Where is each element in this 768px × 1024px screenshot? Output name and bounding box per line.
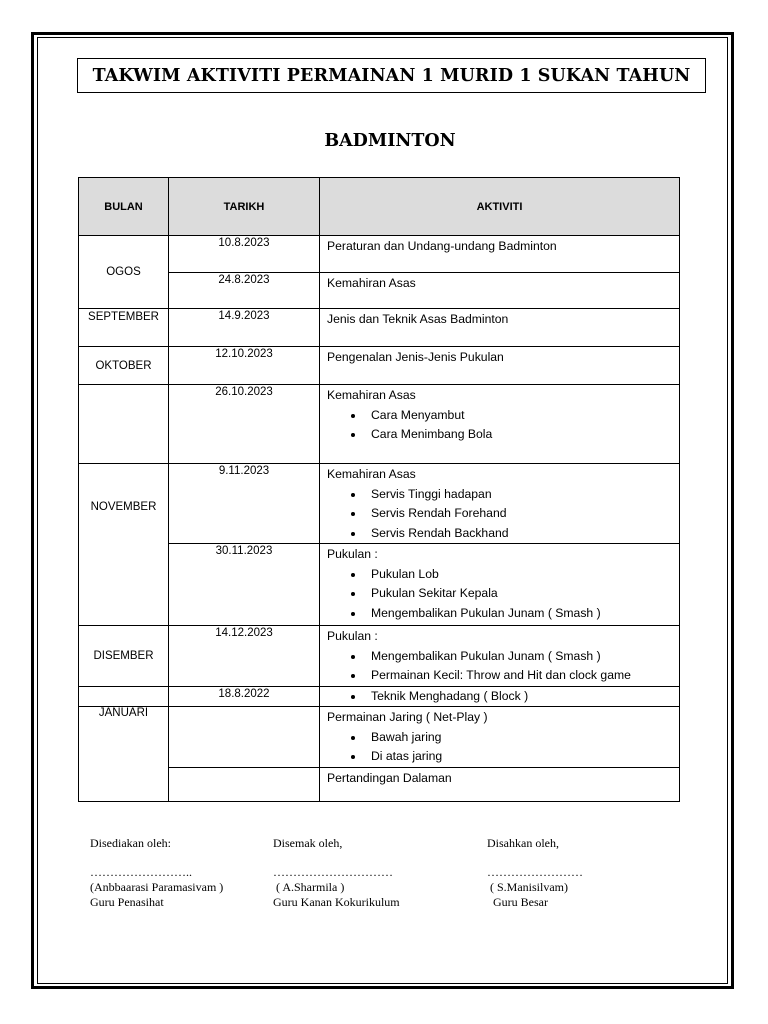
month-cell-oktober: OKTOBER (79, 347, 169, 385)
date-cell: 10.8.2023 (169, 236, 320, 273)
activity-title: Pertandingan Dalaman (327, 770, 452, 785)
signature-role: Guru Kanan Kokurikulum (273, 895, 400, 909)
document-subtitle: BADMINTON (324, 131, 456, 151)
signature-prepared-by (90, 836, 223, 910)
signature-role: Guru Penasihat (90, 895, 164, 909)
signature-approved-by (487, 836, 583, 910)
date-cell: 30.11.2023 (169, 544, 320, 626)
date-cell: 24.8.2023 (169, 273, 320, 309)
signature-role: Guru Besar (487, 895, 548, 909)
activity-item: • Servis Rendah Backhand (365, 524, 679, 544)
activity-cell (320, 686, 680, 707)
activity-item: • Bawah jaring (365, 728, 679, 748)
activity-title: Jenis dan Teknik Asas Badminton (327, 312, 509, 326)
activity-list (327, 485, 679, 544)
signature-label: Disediakan oleh: (90, 836, 171, 850)
activity-title: Pengenalan Jenis-Jenis Pukulan (327, 350, 504, 364)
activity-cell (320, 767, 680, 801)
activity-list (327, 565, 679, 624)
date-cell (169, 707, 320, 768)
activity-item: • Pukulan Sekitar Kepala (365, 584, 679, 604)
date-cell: 18.8.2022 (169, 686, 320, 707)
activity-item: • Servis Tinggi hadapan (365, 485, 679, 505)
month-cell-september: SEPTEMBER (79, 309, 169, 347)
activity-item: • Cara Menimbang Bola (365, 425, 679, 445)
activity-schedule-table (78, 177, 680, 802)
activity-cell (320, 626, 680, 687)
header-tarikh: TARIKH (169, 178, 320, 236)
activity-cell (320, 544, 680, 626)
month-cell-disember: DISEMBER (79, 626, 169, 687)
activity-list (327, 687, 679, 707)
activity-item: • Mengembalikan Pukulan Junam ( Smash ) (365, 604, 679, 624)
table-row (79, 385, 680, 464)
activity-title: Kemahiran Asas (327, 388, 416, 402)
activity-item: • Mengembalikan Pukulan Junam ( Smash ) (365, 647, 679, 667)
signature-name: ( S.Manisilvam) (487, 880, 568, 894)
month-cell-empty (79, 686, 169, 707)
activity-cell (320, 347, 680, 385)
date-cell: 12.10.2023 (169, 347, 320, 385)
activity-item: • Teknik Menghadang ( Block ) (365, 687, 679, 707)
activity-title: Kemahiran Asas (327, 276, 416, 290)
activity-title: Kemahiran Asas (327, 467, 416, 481)
signature-line: ………………………… (273, 865, 393, 879)
activity-cell (320, 236, 680, 273)
header-bulan: BULAN (79, 178, 169, 236)
activity-cell (320, 464, 680, 544)
activity-title: Permainan Jaring ( Net-Play ) (327, 710, 488, 724)
table-row (79, 686, 680, 707)
signature-label: Disahkan oleh, (487, 836, 559, 850)
date-cell: 14.12.2023 (169, 626, 320, 687)
table-row (79, 347, 680, 385)
table-row (79, 707, 680, 768)
table-row (79, 464, 680, 544)
signature-line: …………………….. (90, 865, 192, 879)
table-row (79, 544, 680, 626)
month-cell-ogos: OGOS (79, 236, 169, 309)
date-cell: 26.10.2023 (169, 385, 320, 464)
activity-item: • Cara Menyambut (365, 406, 679, 426)
month-cell-januari: JANUARI (79, 707, 169, 802)
signature-line: …………………… (487, 865, 583, 879)
activity-cell (320, 309, 680, 347)
activity-item: • Di atas jaring (365, 747, 679, 767)
activity-item: • Permainan Kecil: Throw and Hit dan clock game (365, 666, 679, 686)
table-row (79, 273, 680, 309)
document-title: TAKWIM AKTIVITI PERMAINAN 1 MURID 1 SUKAN TAHUN (77, 58, 706, 93)
table-row (79, 626, 680, 687)
signature-name: (Anbbaarasi Paramasivam ) (90, 880, 224, 894)
activity-list (327, 647, 679, 686)
header-aktiviti: AKTIVITI (320, 178, 680, 236)
signature-reviewed-by (273, 836, 400, 910)
activity-list (327, 728, 679, 767)
table-row (79, 236, 680, 273)
date-cell: 14.9.2023 (169, 309, 320, 347)
table-row (79, 309, 680, 347)
table-header-row (79, 178, 680, 236)
month-cell-november: NOVEMBER (79, 464, 169, 626)
activity-item: • Servis Rendah Forehand (365, 504, 679, 524)
signature-name: ( A.Sharmila ) (273, 880, 345, 894)
activity-list (327, 406, 679, 445)
activity-cell (320, 707, 680, 768)
month-cell-empty (79, 385, 169, 464)
date-cell: 9.11.2023 (169, 464, 320, 544)
activity-title: Pukulan : (327, 547, 378, 561)
activity-title: Peraturan dan Undang-undang Badminton (327, 239, 557, 253)
activity-title: Pukulan : (327, 629, 378, 643)
activity-cell (320, 273, 680, 309)
signature-label: Disemak oleh, (273, 836, 343, 850)
table-row (79, 767, 680, 801)
activity-cell (320, 385, 680, 464)
activity-item: • Pukulan Lob (365, 565, 679, 585)
date-cell (169, 767, 320, 801)
